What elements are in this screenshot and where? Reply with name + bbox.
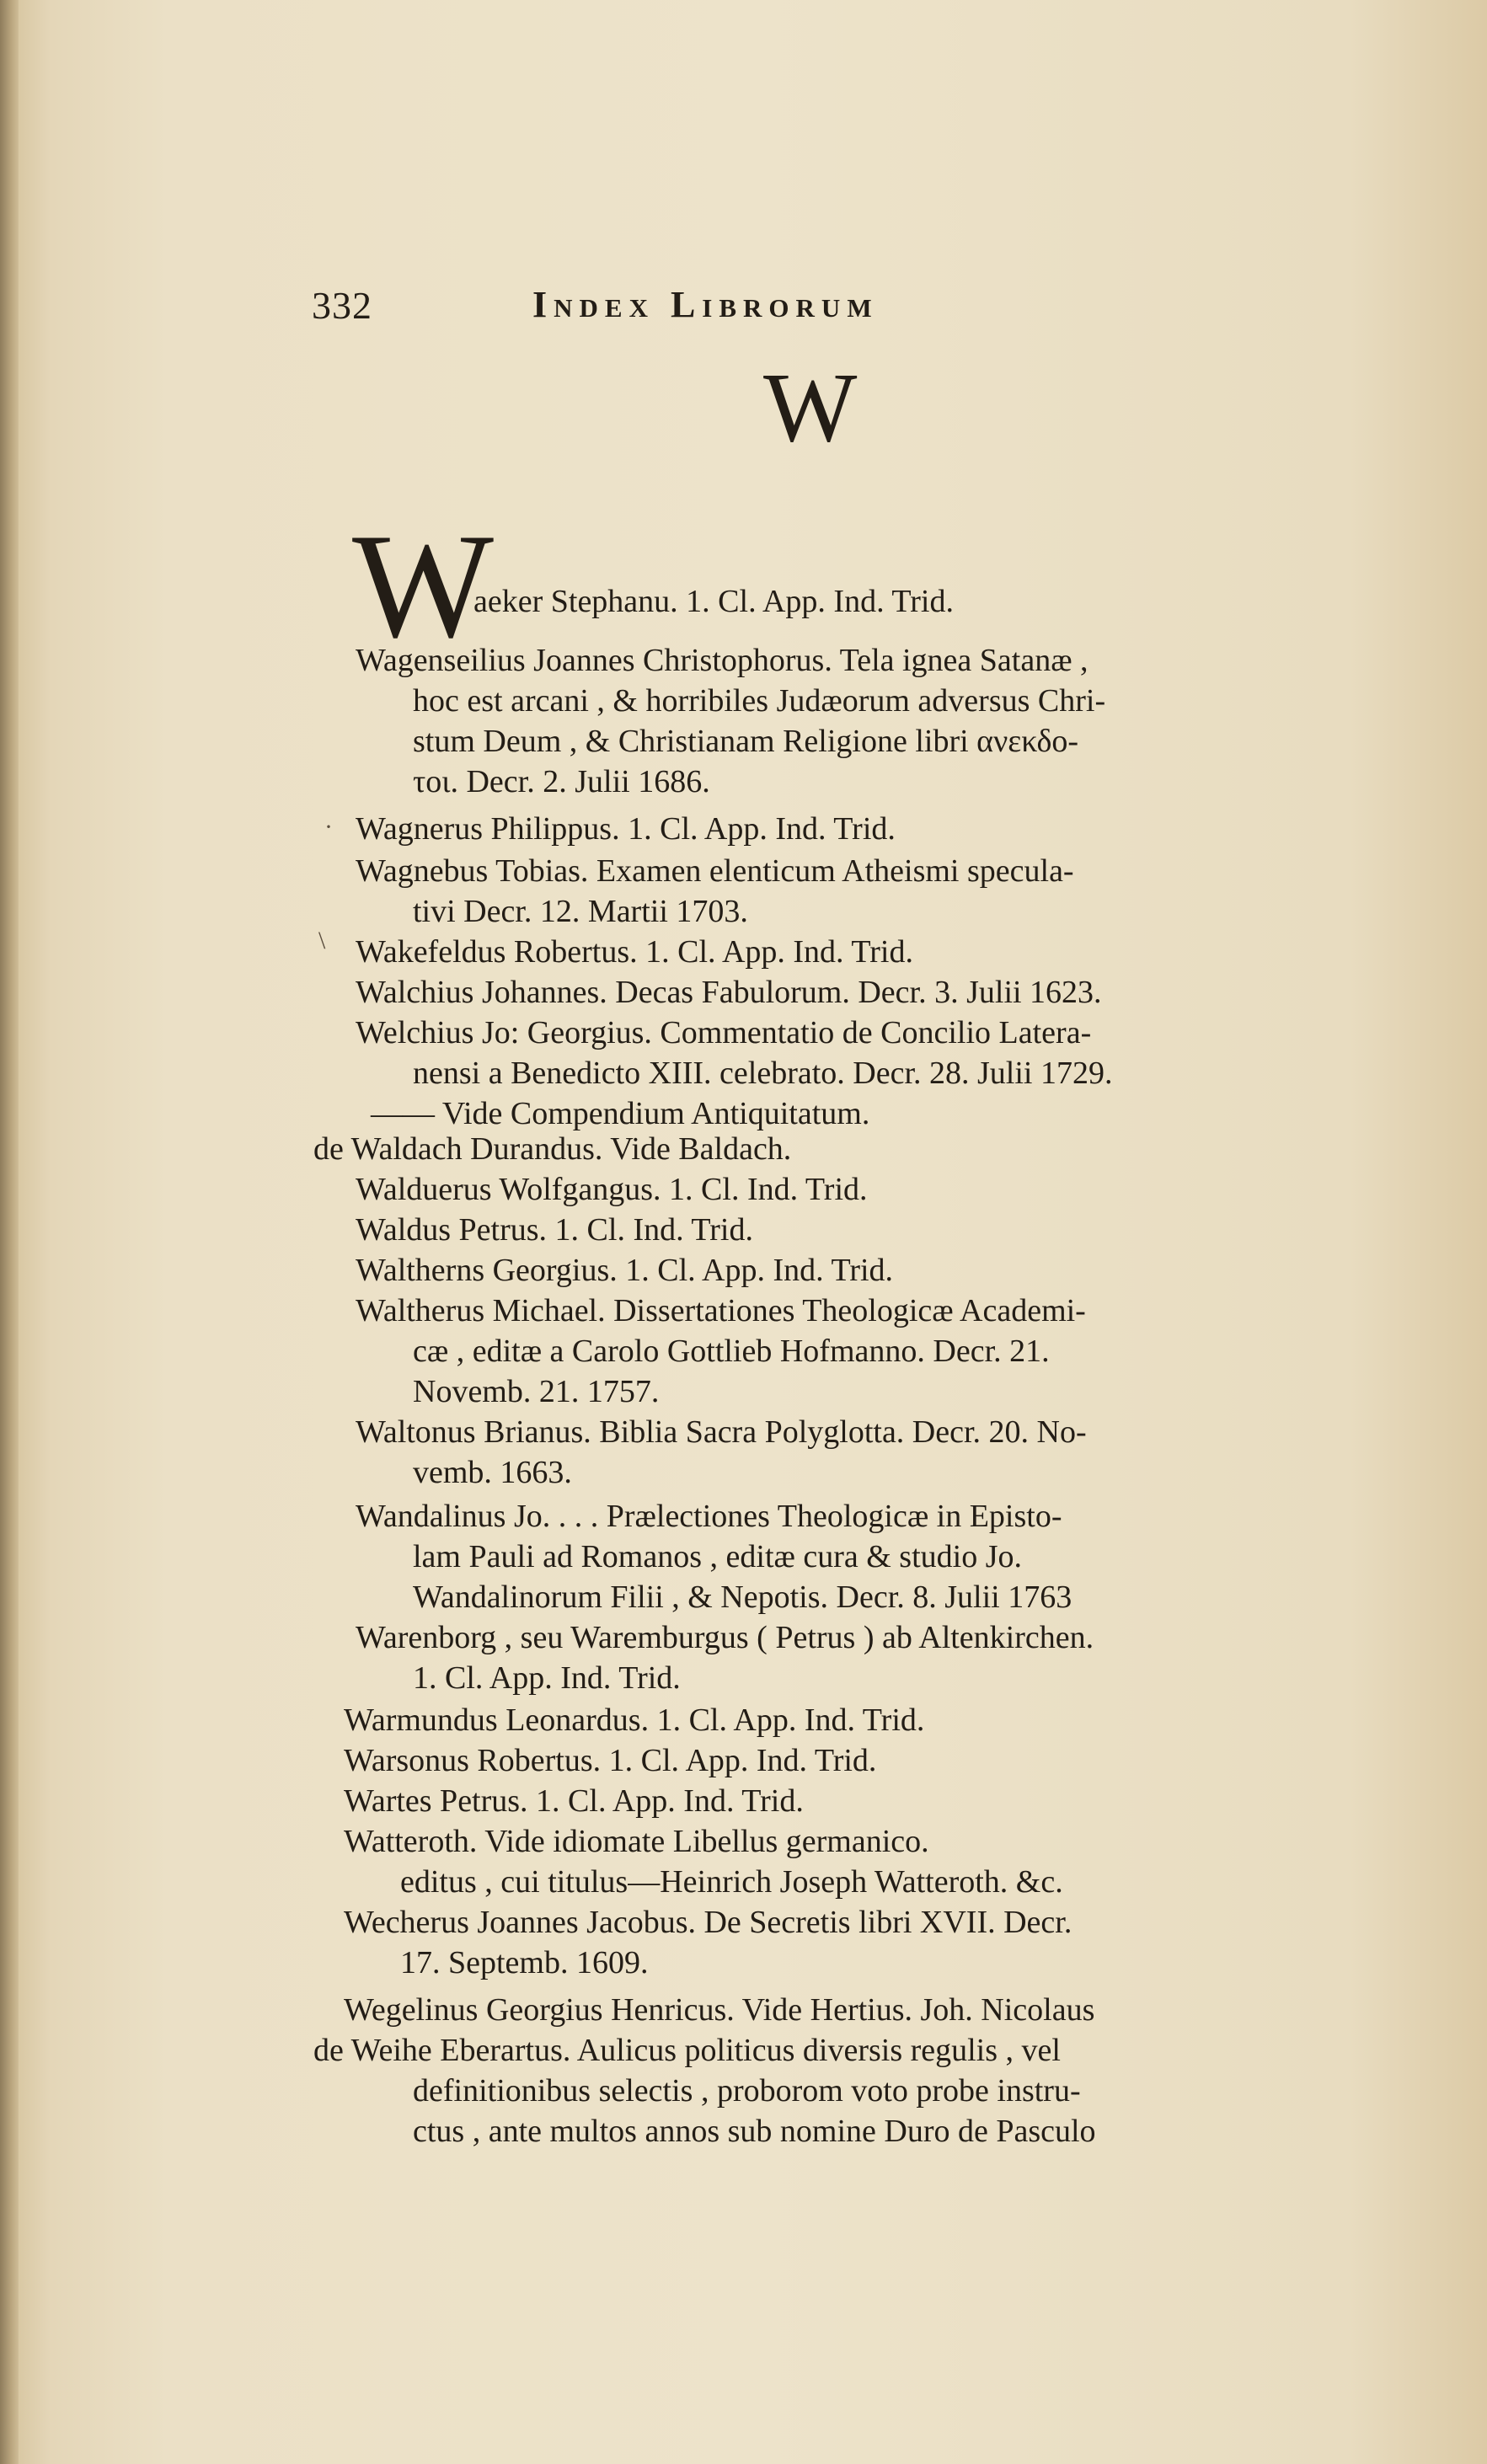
- margin-mark-icon: ·: [324, 813, 333, 841]
- index-line: Warsonus Robertus. 1. Cl. App. Ind. Trid.: [344, 1743, 877, 1778]
- index-line: ctus , ante multos annos sub nomine Duro de Pasculo: [413, 2114, 1096, 2149]
- index-line: Wagnerus Philippus. 1. Cl. App. Ind. Trid.: [356, 811, 896, 847]
- index-line: Wegelinus Georgius Henricus. Vide Hertius. Joh. Nicolaus: [344, 1992, 1095, 2028]
- index-line: de Waldach Durandus. Vide Baldach.: [313, 1131, 792, 1167]
- index-line: 17. Septemb. 1609.: [400, 1945, 649, 1980]
- index-line: de Weihe Eberartus. Aulicus politicus diversis regulis , vel: [313, 2033, 1061, 2068]
- index-line: cæ , editæ a Carolo Gottlieb Hofmanno. Decr. 21.: [413, 1334, 1050, 1369]
- index-line: —— Vide Compendium Antiquitatum.: [371, 1096, 870, 1131]
- index-line: Waltherns Georgius. 1. Cl. App. Ind. Trid.: [356, 1253, 894, 1288]
- index-line: Wandalinus Jo. . . . Prælectiones Theologicæ in Episto-: [356, 1499, 1062, 1534]
- index-line: Novemb. 21. 1757.: [413, 1374, 660, 1409]
- index-line: Waltherus Michael. Dissertationes Theologicæ Academi-: [356, 1293, 1086, 1328]
- index-line: Wandalinorum Filii , & Nepotis. Decr. 8. Julii 1763: [413, 1579, 1072, 1615]
- index-line: Wakefeldus Robertus. 1. Cl. App. Ind. Trid.: [356, 934, 913, 970]
- index-line: vemb. 1663.: [413, 1455, 572, 1490]
- page-number: 332: [312, 284, 372, 327]
- index-line: definitionibus selectis , proborom voto probe instru-: [413, 2073, 1081, 2109]
- index-line: Wagnebus Tobias. Examen elenticum Atheismi specula-: [356, 853, 1074, 889]
- index-line: Wartes Petrus. 1. Cl. App. Ind. Trid.: [344, 1783, 804, 1819]
- index-line: nensi a Benedicto XIII. celebrato. Decr. 28. Julii 1729.: [413, 1056, 1113, 1091]
- index-line: tivi Decr. 12. Martii 1703.: [413, 894, 748, 929]
- index-line: Watteroth. Vide idiomate Libellus germanico.: [344, 1824, 929, 1859]
- index-line: Walduerus Wolfgangus. 1. Cl. Ind. Trid.: [356, 1172, 868, 1207]
- index-line: stum Deum , & Christianam Religione libri ανεκδο-: [413, 724, 1079, 759]
- index-line: Walchius Johannes. Decas Fabulorum. Decr. 3. Julii 1623.: [356, 975, 1102, 1010]
- drop-cap: W: [352, 502, 495, 669]
- index-line: Wagenseilius Joannes Christophorus. Tela ignea Satanæ ,: [356, 643, 1089, 678]
- index-line: editus , cui titulus—Heinrich Joseph Watteroth. &c.: [400, 1864, 1063, 1900]
- index-line: Wecherus Joannes Jacobus. De Secretis libri XVII. Decr.: [344, 1905, 1072, 1940]
- index-line: 1. Cl. App. Ind. Trid.: [413, 1660, 681, 1696]
- index-line: Warenborg , seu Waremburgus ( Petrus ) ab Altenkirchen.: [356, 1620, 1094, 1655]
- running-title: Index Librorum: [532, 284, 879, 325]
- index-line: τοι. Decr. 2. Julii 1686.: [413, 764, 710, 799]
- index-line: Warmundus Leonardus. 1. Cl. App. Ind. Trid.: [344, 1702, 925, 1738]
- index-line: Waltonus Brianus. Biblia Sacra Polyglotta. Decr. 20. No-: [356, 1414, 1087, 1450]
- index-line: aeker Stephanu. 1. Cl. App. Ind. Trid.: [473, 584, 954, 619]
- index-line: lam Pauli ad Romanos , editæ cura & studio Jo.: [413, 1539, 1022, 1574]
- margin-mark-icon: \: [318, 927, 326, 954]
- index-line: hoc est arcani , & horribiles Judæorum adversus Chri-: [413, 683, 1106, 719]
- index-line: Welchius Jo: Georgius. Commentatio de Concilio Latera-: [356, 1015, 1092, 1050]
- section-letter-heading: W: [763, 352, 858, 462]
- index-line: Waldus Petrus. 1. Cl. Ind. Trid.: [356, 1212, 753, 1248]
